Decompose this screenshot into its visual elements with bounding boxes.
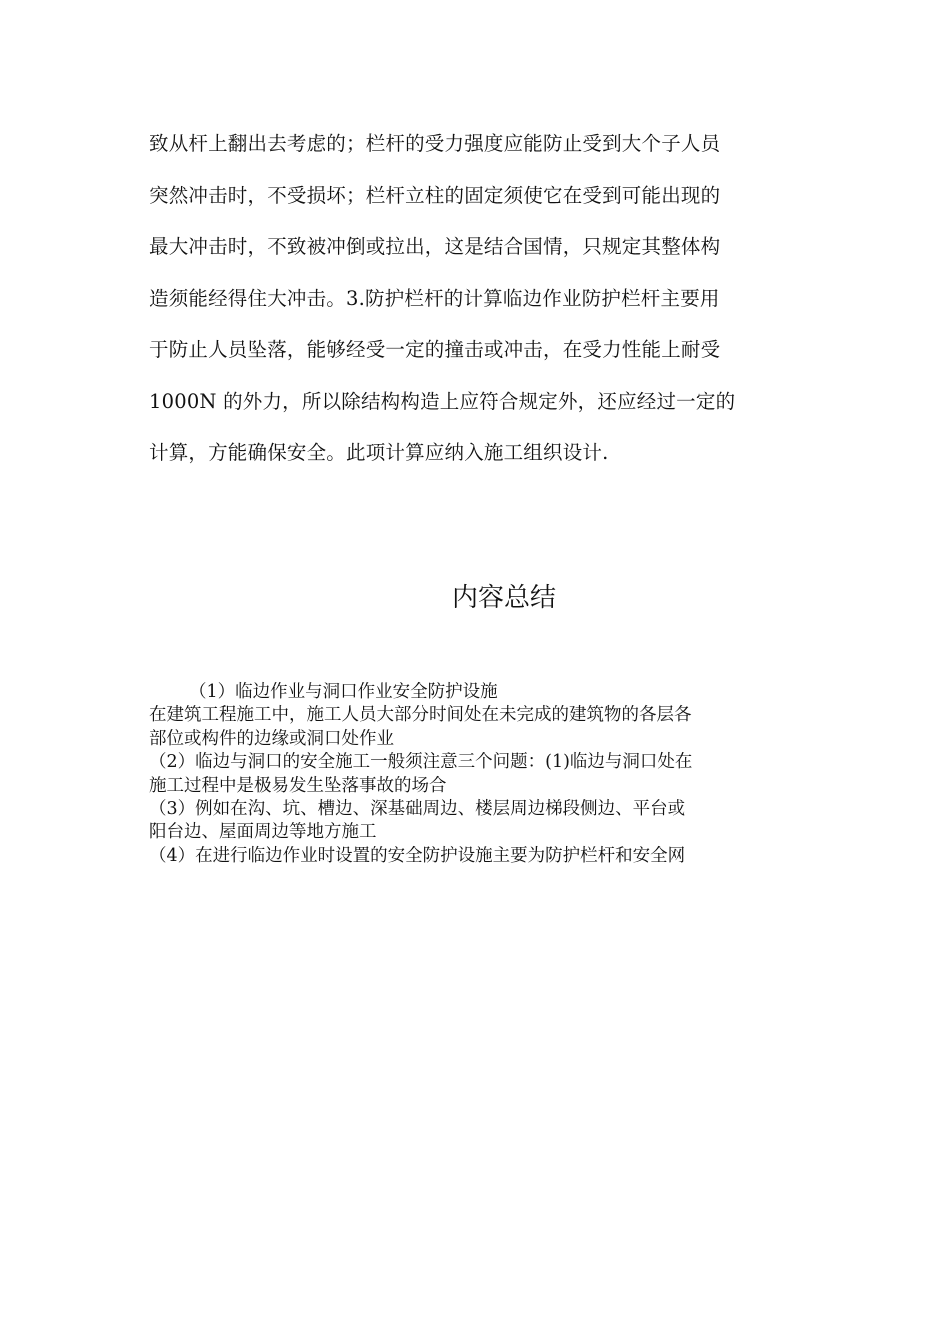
summary-line: 施工过程中是极易发生坠落事故的场合	[149, 775, 447, 796]
body-line: 突然冲击时，不受损坏；栏杆立柱的固定须使它在受到可能出现的	[149, 183, 721, 207]
summary-line: （3）例如在沟、坑、槽边、深基础周边、楼层周边梯段侧边、平台或	[149, 799, 686, 820]
body-line: 最大冲击时，不致被冲倒或拉出，这是结合国情，只规定其整体构	[149, 235, 721, 258]
summary-list	[149, 681, 809, 868]
body-line: 于防止人员坠落，能够经受一定的撞击或冲击，在受力性能上耐受	[149, 338, 721, 361]
summary-line: 阳台边、屋面周边等地方施工	[149, 822, 377, 843]
body-line: 致从杆上翻出去考虑的；栏杆的受力强度应能防止受到大个子人员	[149, 132, 721, 155]
body-line: 1000N 的外力，所以除结构构造上应符合规定外，还应经过一定的	[149, 389, 736, 413]
summary-line: 部位或构件的边缘或洞口处作业	[149, 728, 394, 749]
summary-line: （1）临边作业与洞口作业安全防护设施	[189, 682, 498, 702]
summary-line: 在建筑工程施工中，施工人员大部分时间处在未完成的建筑物的各层各	[149, 705, 692, 726]
summary-line: （2）临边与洞口的安全施工一般须注意三个问题：(1)临边与洞口处在	[149, 752, 693, 773]
body-line: 造须能经得住大冲击。3.防护栏杆的计算临边作业防护栏杆主要用	[149, 286, 720, 310]
summary-line: （4）在进行临边作业时设置的安全防护设施主要为防护栏杆和安全网	[149, 845, 686, 866]
summary-title: 内容总结	[451, 583, 556, 613]
body-paragraph	[149, 118, 801, 479]
body-line: 计算，方能确保安全。此项计算应纳入施工组织设计.	[149, 441, 609, 464]
